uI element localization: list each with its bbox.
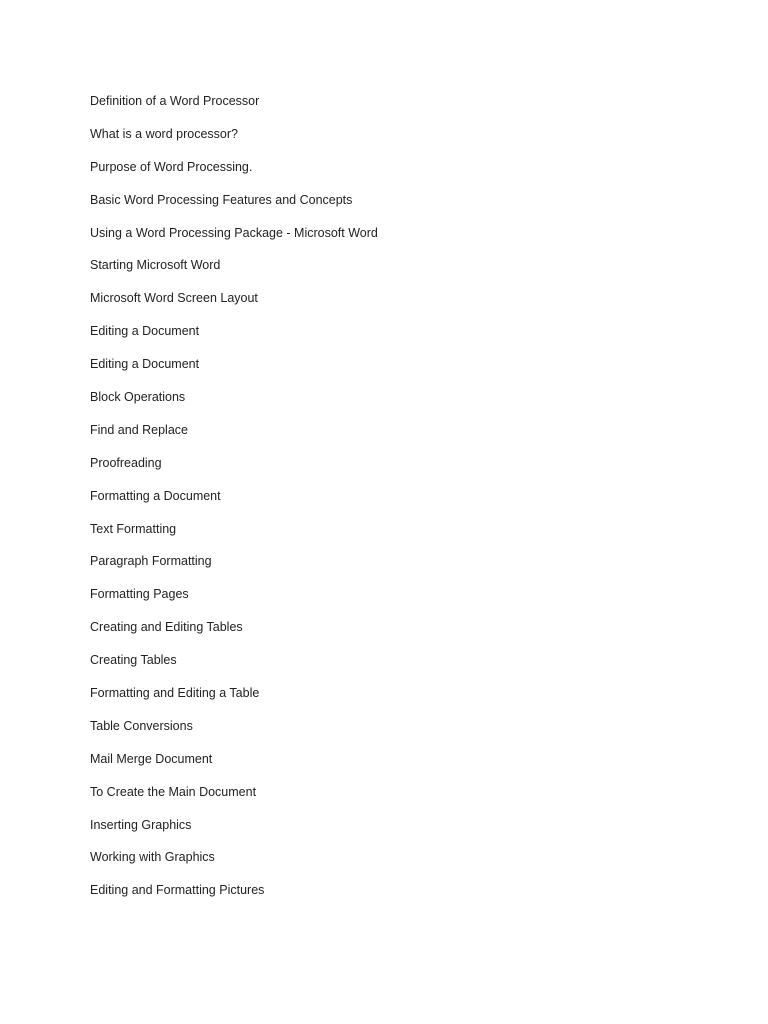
topic-line: Block Operations (90, 390, 186, 405)
topic-line: Creating and Editing Tables (90, 620, 243, 635)
topic-line: Editing and Formatting Pictures (90, 883, 265, 898)
topic-line: Inserting Graphics (90, 817, 192, 832)
topic-line: Formatting and Editing a Table (90, 686, 260, 701)
topic-line: Table Conversions (90, 718, 193, 733)
topic-line: To Create the Main Document (90, 784, 257, 799)
topic-line: Basic Word Processing Features and Concepts (90, 192, 353, 207)
topic-line: Editing a Document (90, 324, 200, 339)
topic-line: Formatting a Document (90, 488, 221, 503)
topic-line: Proofreading (90, 455, 162, 470)
topic-line: Working with Graphics (90, 850, 215, 865)
topic-line: Editing a Document (90, 357, 200, 372)
topic-line: Creating Tables (90, 653, 177, 668)
topic-line: Using a Word Processing Package - Microsoft Word (90, 225, 378, 240)
topic-list (90, 93, 378, 915)
topic-line: Mail Merge Document (90, 751, 213, 766)
topic-line: Purpose of Word Processing. (90, 159, 253, 174)
topic-line: Paragraph Formatting (90, 554, 212, 569)
topic-line: Starting Microsoft Word (90, 258, 221, 273)
topic-line: Formatting Pages (90, 587, 189, 602)
topic-line: Find and Replace (90, 422, 188, 437)
topic-line: Text Formatting (90, 521, 177, 536)
topic-line: What is a word processor? (90, 126, 238, 141)
topic-line: Microsoft Word Screen Layout (90, 291, 258, 306)
topic-line: Definition of a Word Processor (90, 94, 260, 108)
